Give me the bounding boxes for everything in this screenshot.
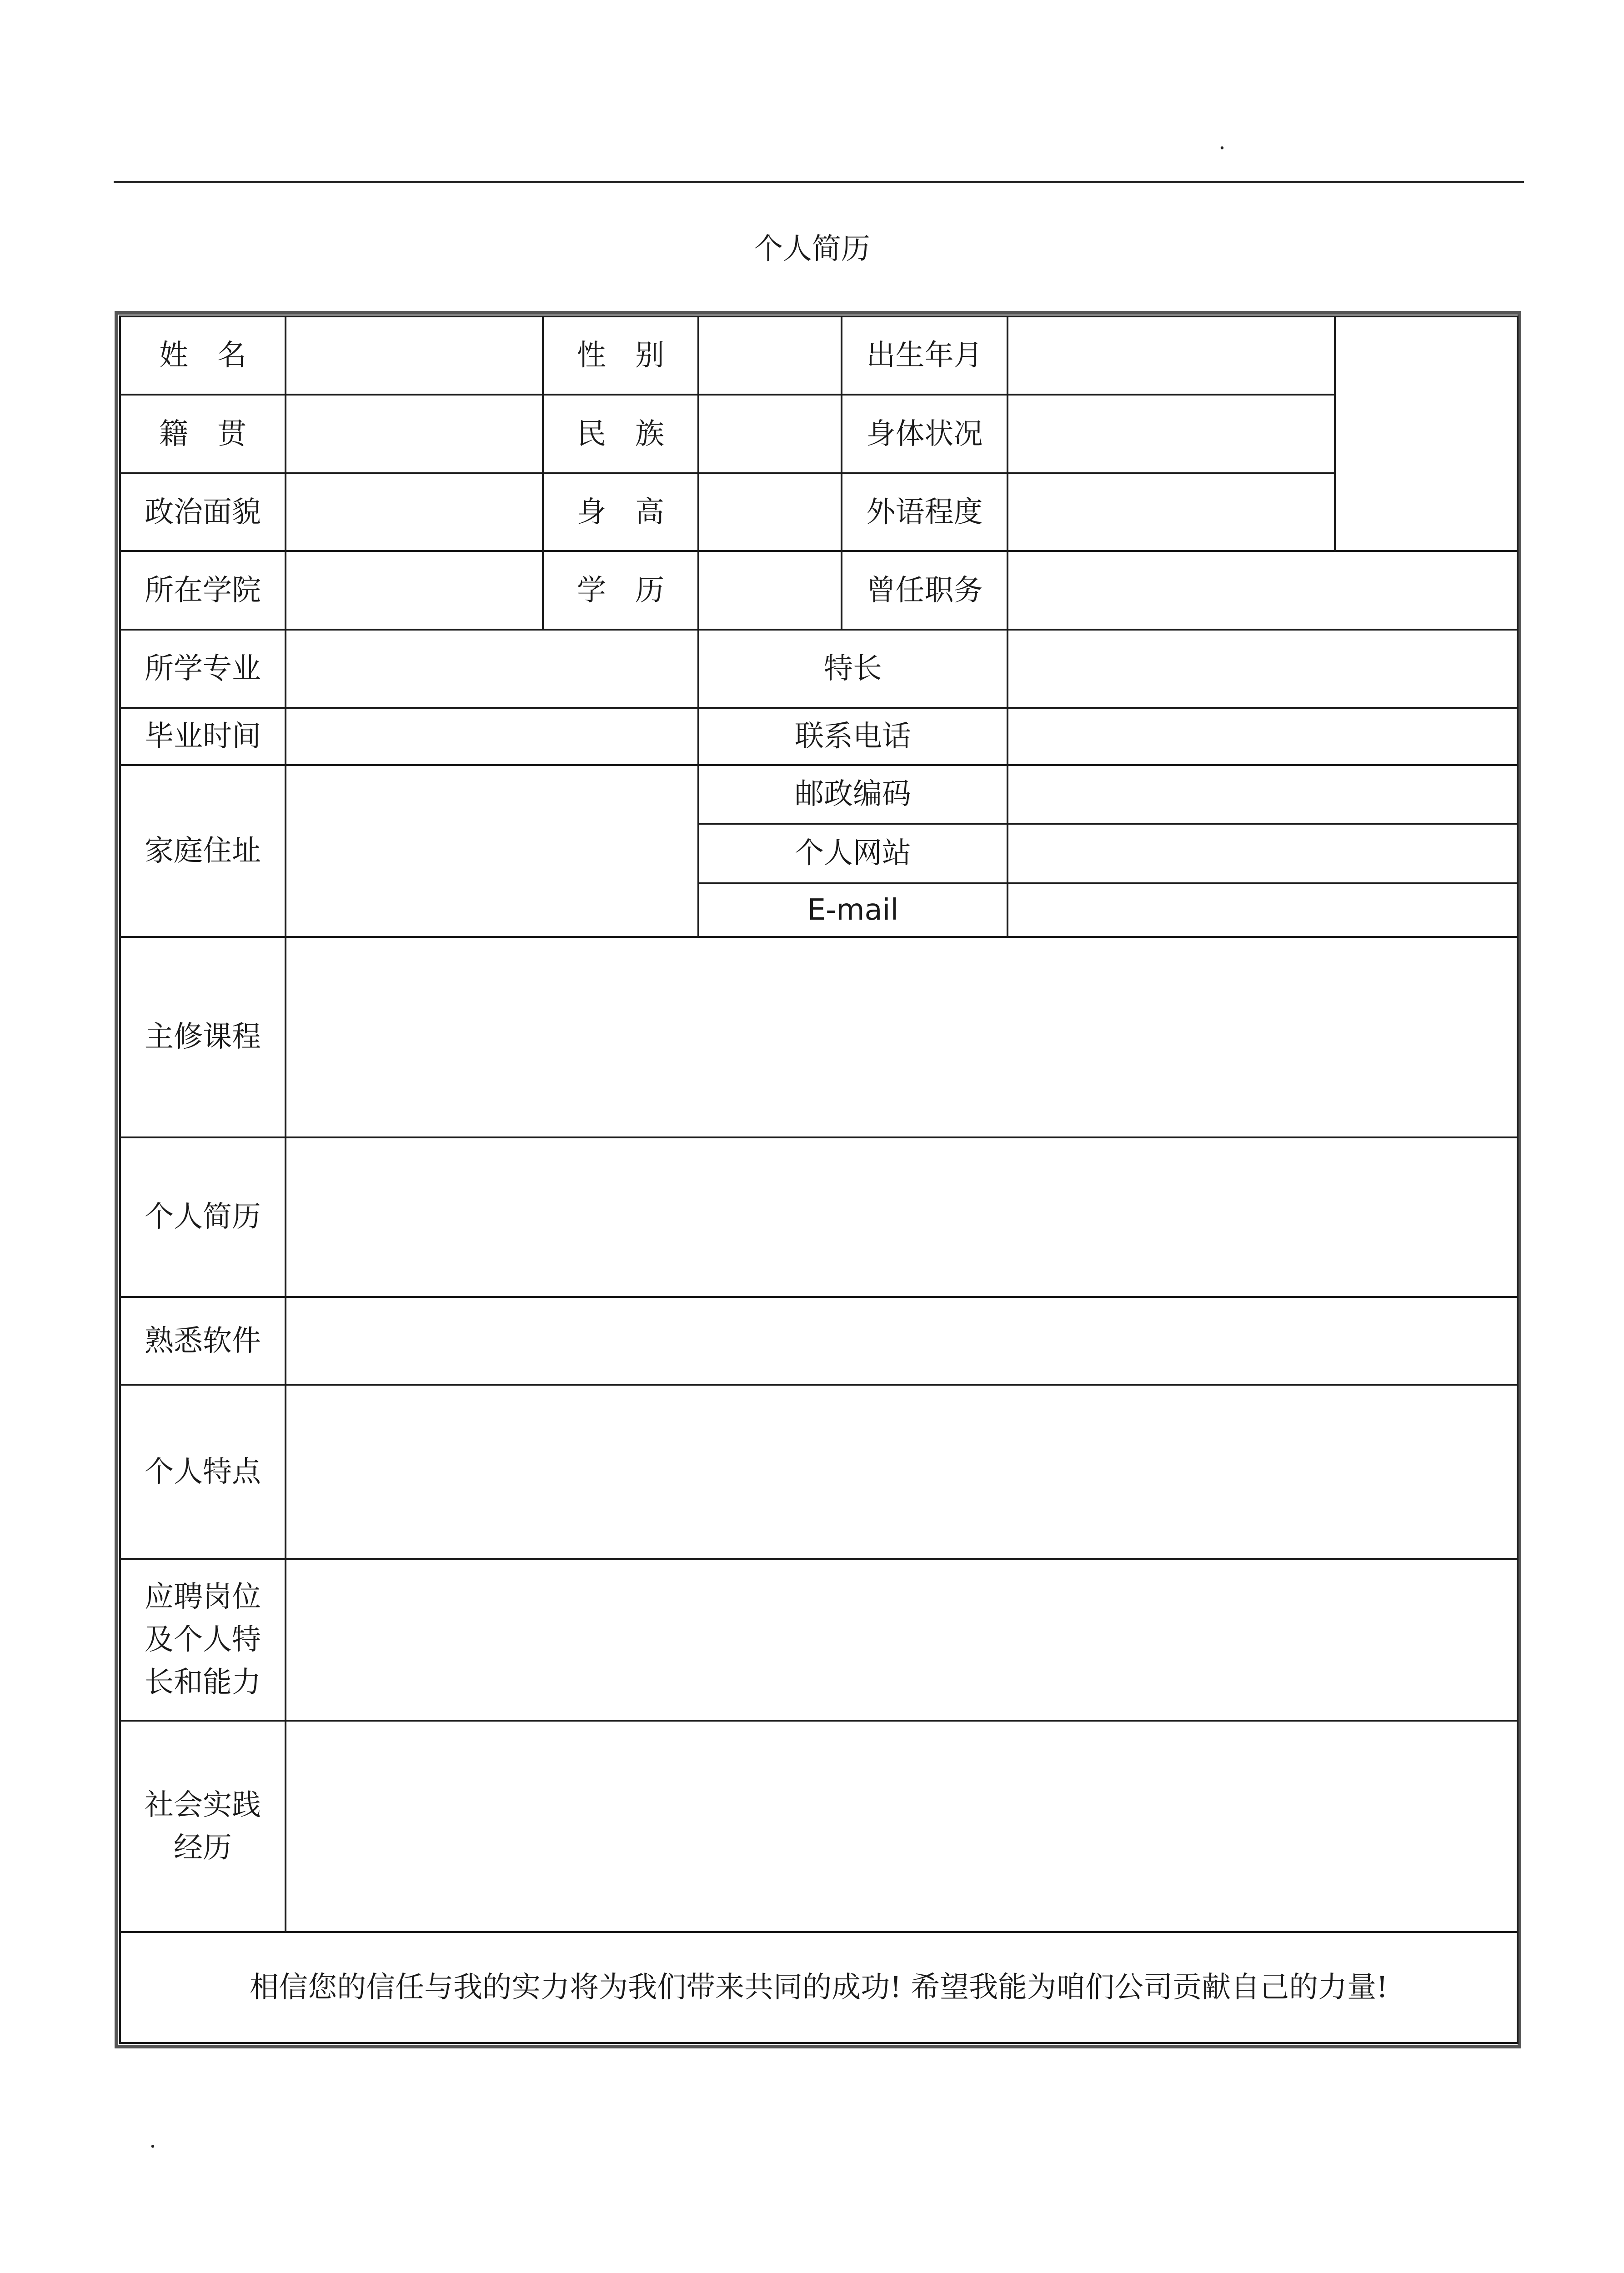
closing-statement: 相信您的信任与我的实力将为我们带来共同的成功! 希望我能为咱们公司贡献自己的力量! xyxy=(120,1932,1518,2043)
practice-label-line: 经历 xyxy=(174,1831,232,1865)
gender-field[interactable] xyxy=(698,316,842,395)
language-field[interactable] xyxy=(1007,473,1335,551)
website-label: 个人网站 xyxy=(698,824,1007,883)
email-label: E-mail xyxy=(698,883,1007,937)
resume-form xyxy=(119,315,1519,2044)
position-field[interactable] xyxy=(286,1559,1518,1721)
health-field[interactable] xyxy=(1007,395,1335,473)
health-label: 身体状况 xyxy=(842,395,1007,473)
height-label: 身 高 xyxy=(543,473,698,551)
major-field[interactable] xyxy=(286,630,698,708)
position-label-line: 应聘岗位 xyxy=(145,1580,261,1614)
specialty-label: 特长 xyxy=(698,630,1007,708)
education-field[interactable] xyxy=(698,551,842,630)
position-label xyxy=(120,1559,286,1721)
political-label: 政治面貌 xyxy=(120,473,286,551)
political-field[interactable] xyxy=(286,473,543,551)
height-field[interactable] xyxy=(698,473,842,551)
page-title: 个人简历 xyxy=(754,232,870,266)
former-post-label: 曾任职务 xyxy=(842,551,1007,630)
name-field[interactable] xyxy=(286,316,543,395)
birth-field[interactable] xyxy=(1007,316,1335,395)
position-label-line: 长和能力 xyxy=(145,1666,261,1700)
traits-field[interactable] xyxy=(286,1385,1518,1559)
language-label: 外语程度 xyxy=(842,473,1007,551)
ethnic-label: 民 族 xyxy=(543,395,698,473)
college-label: 所在学院 xyxy=(120,551,286,630)
courses-label: 主修课程 xyxy=(120,937,286,1137)
ethnic-field[interactable] xyxy=(698,395,842,473)
phone-label: 联系电话 xyxy=(698,708,1007,765)
header-corner-mark: . xyxy=(1218,128,1226,155)
education-label: 学 历 xyxy=(543,551,698,630)
postcode-field[interactable] xyxy=(1007,765,1518,823)
native-label: 籍 贯 xyxy=(120,395,286,473)
graduation-label: 毕业时间 xyxy=(120,708,286,765)
major-label: 所学专业 xyxy=(120,630,286,708)
header-rule xyxy=(114,181,1524,183)
resume-label: 个人简历 xyxy=(120,1137,286,1297)
former-post-field[interactable] xyxy=(1007,551,1518,630)
resume-field[interactable] xyxy=(286,1137,1518,1297)
email-field[interactable] xyxy=(1007,883,1518,937)
position-label-line: 及个人特 xyxy=(145,1623,261,1657)
traits-label: 个人特点 xyxy=(120,1385,286,1559)
postcode-label: 邮政编码 xyxy=(698,765,1007,823)
website-field[interactable] xyxy=(1007,824,1518,883)
native-field[interactable] xyxy=(286,395,543,473)
practice-field[interactable] xyxy=(286,1721,1518,1932)
college-field[interactable] xyxy=(286,551,543,630)
name-label: 姓 名 xyxy=(120,316,286,395)
specialty-field[interactable] xyxy=(1007,630,1518,708)
address-label: 家庭住址 xyxy=(120,765,286,936)
birth-label: 出生年月 xyxy=(842,316,1007,395)
photo-box[interactable] xyxy=(1335,316,1518,551)
address-field[interactable] xyxy=(286,765,698,936)
software-label: 熟悉软件 xyxy=(120,1297,286,1385)
software-field[interactable] xyxy=(286,1297,1518,1385)
footer-corner-mark: . xyxy=(149,2127,156,2153)
practice-label xyxy=(120,1721,286,1932)
courses-field[interactable] xyxy=(286,937,1518,1137)
practice-label-line: 社会实践 xyxy=(145,1788,261,1822)
gender-label: 性 别 xyxy=(543,316,698,395)
phone-field[interactable] xyxy=(1007,708,1518,765)
graduation-field[interactable] xyxy=(286,708,698,765)
